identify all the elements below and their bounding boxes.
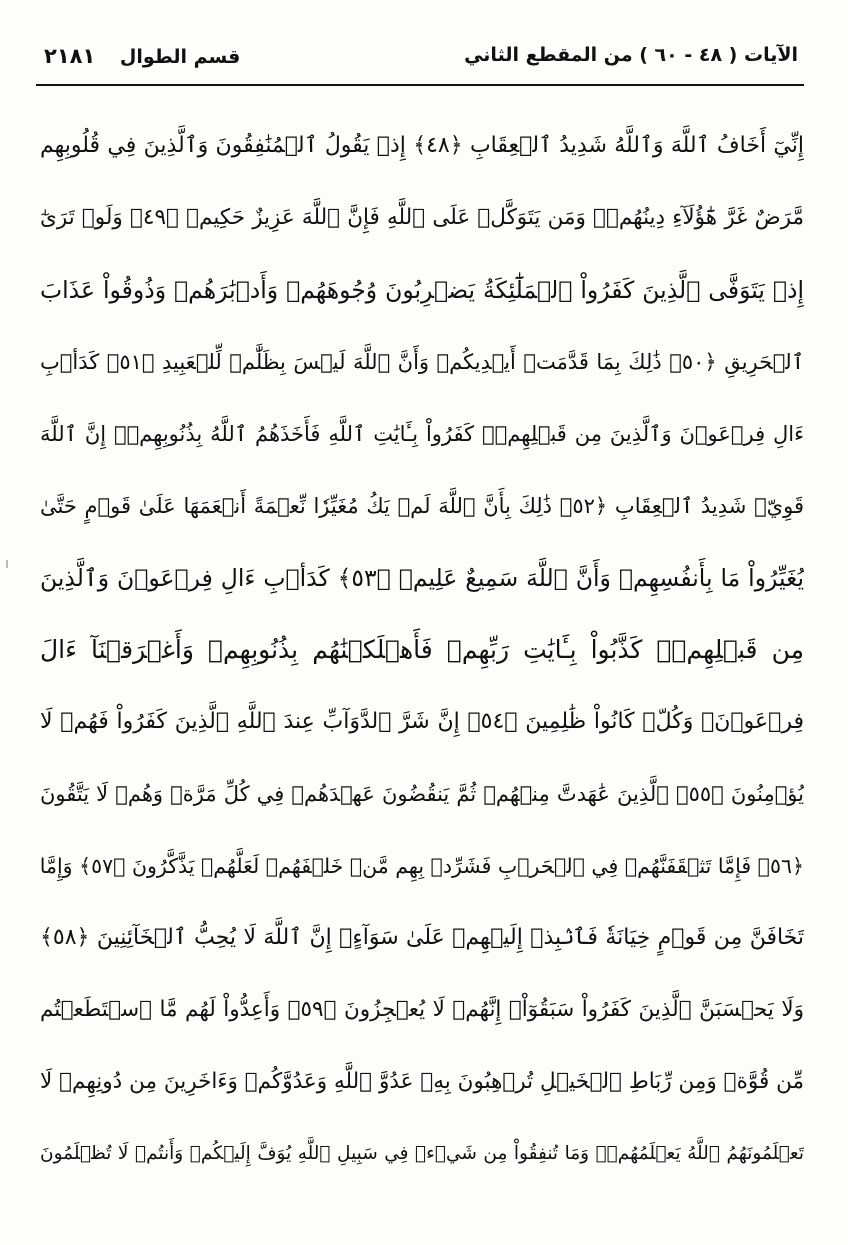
text-line: ءَالِ فِرۡعَوۡنَ وَٱلَّذِينَ مِن قَبۡلِهِمۡۚ كَفَرُواْ بِـَٔايَٰتِ ٱللَّهِ فَأَخَذَهُمُ ٱللَّهُ بِذُنُوبِهِمۡۚ إِنَّ ٱللَّهَ	[40, 422, 804, 446]
text-line: إِذۡ يَتَوَفَّى ٱلَّذِينَ كَفَرُواْ ٱلۡمَلَٰٓئِكَةُ يَضۡرِبُونَ وُجُوهَهُمۡ وَأَدۡبَٰرَهُمۡ وَذُوقُواْ عَذَابَ	[40, 276, 804, 304]
text-line: يُؤۡمِنُونَ ﴿٥٥﴾ ٱلَّذِينَ عَٰهَدتَّ مِنۡهُمۡ ثُمَّ يَنقُضُونَ عَهۡدَهُمۡ فِي كُلِّ مَرَّةٖ وَهُمۡ لَا يَتَّقُونَ	[40, 782, 804, 806]
text-line: تَعۡلَمُونَهُمُ ٱللَّهُ يَعۡلَمُهُمۡۚ وَمَا تُنفِقُواْ مِن شَيۡءٖ فِي سَبِيلِ ٱللَّهِ يُوَفَّ إِلَيۡكُمۡ وَأَنتُمۡ لَا تُظۡلَمُونَ	[40, 1143, 804, 1164]
text-line: ٱلۡحَرِيقِ ﴿٥٠﴾ ذَٰلِكَ بِمَا قَدَّمَتۡ أَيۡدِيكُمۡ وَأَنَّ ٱللَّهَ لَيۡسَ بِظَلَّٰمٖ لِّلۡعَبِيدِ ﴿٥١﴾ كَدَأۡبِ	[40, 350, 804, 374]
verse-range-label: الآيات ( ٤٨ - ٦٠ ) من المقطع الثاني	[464, 44, 798, 66]
header-rule	[36, 84, 804, 86]
margin-mark	[6, 560, 8, 568]
text-line: إِنِّيٓ أَخَافُ ٱللَّهَ وَٱللَّهُ شَدِيدُ ٱلۡعِقَابِ ﴿٤٨﴾ إِذۡ يَقُولُ ٱلۡمُنَٰفِقُونَ وَٱلَّذِينَ فِي قُلُوبِهِم	[40, 133, 804, 158]
text-line: ﴿٥٦﴾ فَإِمَّا تَثۡقَفَنَّهُمۡ فِي ٱلۡحَرۡبِ فَشَرِّدۡ بِهِم مَّنۡ خَلۡفَهُمۡ لَعَلَّهُمۡ يَذَّكَّرُونَ ﴿٥٧﴾ وَإِمَّا	[40, 854, 804, 878]
quran-text-block	[40, 110, 804, 1190]
text-line: وَلَا يَحۡسَبَنَّ ٱلَّذِينَ كَفَرُواْ سَبَقُوٓاْۚ إِنَّهُمۡ لَا يُعۡجِزُونَ ﴿٥٩﴾ وَأَعِدُّواْ لَهُم مَّا ٱسۡتَطَعۡتُم	[40, 997, 804, 1022]
text-line: تَخَافَنَّ مِن قَوۡمٍ خِيَانَةٗ فَٱنۢبِذۡ إِلَيۡهِمۡ عَلَىٰ سَوَآءٍۚ إِنَّ ٱللَّهَ لَا يُحِبُّ ٱلۡخَآئِنِينَ ﴿٥٨﴾	[40, 925, 804, 950]
text-line: يُغَيِّرُواْ مَا بِأَنفُسِهِمۡ وَأَنَّ ٱللَّهَ سَمِيعٌ عَلِيمٞ ﴿٥٣﴾ كَدَأۡبِ ءَالِ فِرۡعَوۡنَ وَٱلَّذِينَ	[40, 564, 804, 592]
text-line: قَوِيّٞ شَدِيدُ ٱلۡعِقَابِ ﴿٥٢﴾ ذَٰلِكَ بِأَنَّ ٱللَّهَ لَمۡ يَكُ مُغَيِّرٗا نِّعۡمَةً أَنۡعَمَهَا عَلَىٰ قَوۡمٍ حَتَّىٰ	[40, 494, 804, 518]
section-label: قسم الطوال	[119, 46, 241, 68]
header-left	[44, 44, 240, 68]
text-line: مَّرَضٌ غَرَّ هَٰٓؤُلَآءِ دِينُهُمۡۗ وَمَن يَتَوَكَّلۡ عَلَى ٱللَّهِ فَإِنَّ ٱللَّهَ عَزِيزٌ حَكِيمٞ ﴿٤٩﴾ وَلَوۡ تَرَىٰٓ	[40, 205, 804, 230]
text-line: فِرۡعَوۡنَۚ وَكُلّٞ كَانُواْ ظَٰلِمِينَ ﴿٥٤﴾ إِنَّ شَرَّ ٱلدَّوَآبِّ عِندَ ٱللَّهِ ٱلَّذِينَ كَفَرُواْ فَهُمۡ لَا	[40, 709, 804, 734]
page-number: ٢١٨١	[44, 44, 96, 68]
text-line: مِّن قُوَّةٖ وَمِن رِّبَاطِ ٱلۡخَيۡلِ تُرۡهِبُونَ بِهِۦ عَدُوَّ ٱللَّهِ وَعَدُوَّكُمۡ وَءَاخَرِينَ مِن دُونِهِمۡ لَا	[40, 1069, 804, 1094]
page-header	[44, 38, 798, 80]
text-line: مِن قَبۡلِهِمۡۚ كَذَّبُواْ بِـَٔايَٰتِ رَبِّهِمۡ فَأَهۡلَكۡنَٰهُم بِذُنُوبِهِمۡ وَأَغۡرَقۡنَآ ءَالَ	[40, 635, 804, 664]
